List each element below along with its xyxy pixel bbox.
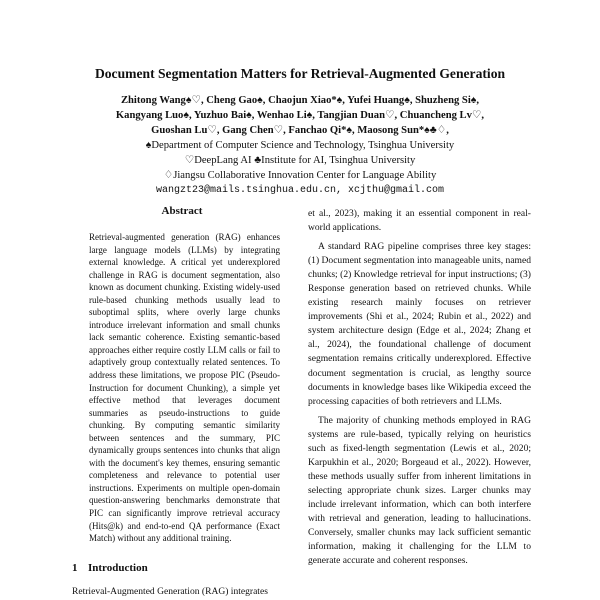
paragraph-chunking-methods: The majority of chunking methods employed in RAG systems are rule-based, typically relying on heuristics such as fixed-length segmentation (Lewis et al., 2020; Karpukhin et al., 2020; Borgeaud et al., 2022). However, these methods usually suffer from inherent limitations in selecting appropriate chunk sizes. Larger chunks may include irrelevant information, which can both interfere with retrieval and generation, leading to hallucinations. Conversely, smaller chunks may lack sufficient semantic information, making it challenging for the LLM to generate accurate and coherent responses. [308, 414, 531, 567]
affiliation-line-1: ♠Department of Computer Science and Technology, Tsinghua University [145, 140, 455, 151]
contact-emails: wangzt23@mails.tsinghua.edu.cn, xcjthu@gmail.com [155, 185, 445, 196]
abstract-text: Retrieval-augmented generation (RAG) enhances large language models (LLMs) by integrating external knowledge. A critical yet underexplored challenge in RAG is document segmentation, also known as document chunking. Existing widely-used rule-based chunking methods usually lead to suboptimal splits, where overly large chunks introduce irrelevant information and small chunks lack semantic coherence. Existing semantic-based approaches either require costly LLM calls or fail to adaptively group contextually related sentences. To address these limitations, we propose PIC (Pseudo-Instruction for document Chunking), a simple yet effective method that leverages document summaries as pseudo-instructions to guide chunking. By computing semantic similarity between sentences and the summary, PIC dynamically groups sentences into chunks that align with the document's key themes, ensuring semantic completeness and relevance to potential user instructions. Experiments on multiple open-domain question-answering benchmarks demonstrate that PIC can significantly improve retrieval accuracy (Hits@k) and end-to-end QA performance (Exact Match) without any additional training. [89, 232, 280, 544]
author-line-2: Kangyang Luo♠, Yuzhuo Bai♠, Wenhao Li♠, Tangjian Duan♡, Chuancheng Lv♡, [115, 110, 485, 121]
left-column [72, 205, 292, 599]
introduction-first-line: Retrieval-Augmented Generation (RAG) integrates [72, 585, 268, 597]
section-title: Introduction [88, 561, 148, 574]
section-number: 1 [72, 561, 78, 574]
paragraph-continuation: et al., 2023), making it an essential component in real-world applications. [308, 208, 531, 234]
author-line-1: Zhitong Wang♠♡, Cheng Gao♠, Chaojun Xiao*♠, Yufei Huang♠, Shuzheng Si♠, [120, 95, 480, 106]
paper-title: Document Segmentation Matters for Retrieval-Augmented Generation [94, 66, 506, 81]
affiliation-list [0, 138, 600, 198]
author-line-3: Guoshan Lu♡, Gang Chen♡, Fanchao Qi*♠, Maosong Sun*♠♣♢, [151, 125, 449, 136]
introduction-heading [72, 562, 292, 574]
affiliation-line-3: ♢Jiangsu Collaborative Innovation Center for Language Ability [163, 170, 437, 181]
affiliation-line-2: ♡DeepLang AI ♣Institute for AI, Tsinghua University [184, 155, 416, 166]
right-column [308, 207, 531, 568]
author-list [0, 93, 600, 138]
paragraph-rag-pipeline: A standard RAG pipeline comprises three key stages: (1) Document segmentation into manageable units, named chunks; (2) Knowledge retrieval for input instructions; (3) Response generation based on retrieved chunks. While existing research mainly focuses on retriever improvements (Shi et al., 2024; Rubin et al., 2022) and system architecture design (Edge et al., 2024; Zhang et al., 2024), the foundational challenge of document segmentation remains critically underexplored. Effective document segmentation is crucial, as lengthy source documents in knowledge bases like Wikipedia exceed the processing capacities of both retrievers and LLMs. [308, 241, 531, 407]
abstract-heading: Abstract [161, 205, 203, 217]
